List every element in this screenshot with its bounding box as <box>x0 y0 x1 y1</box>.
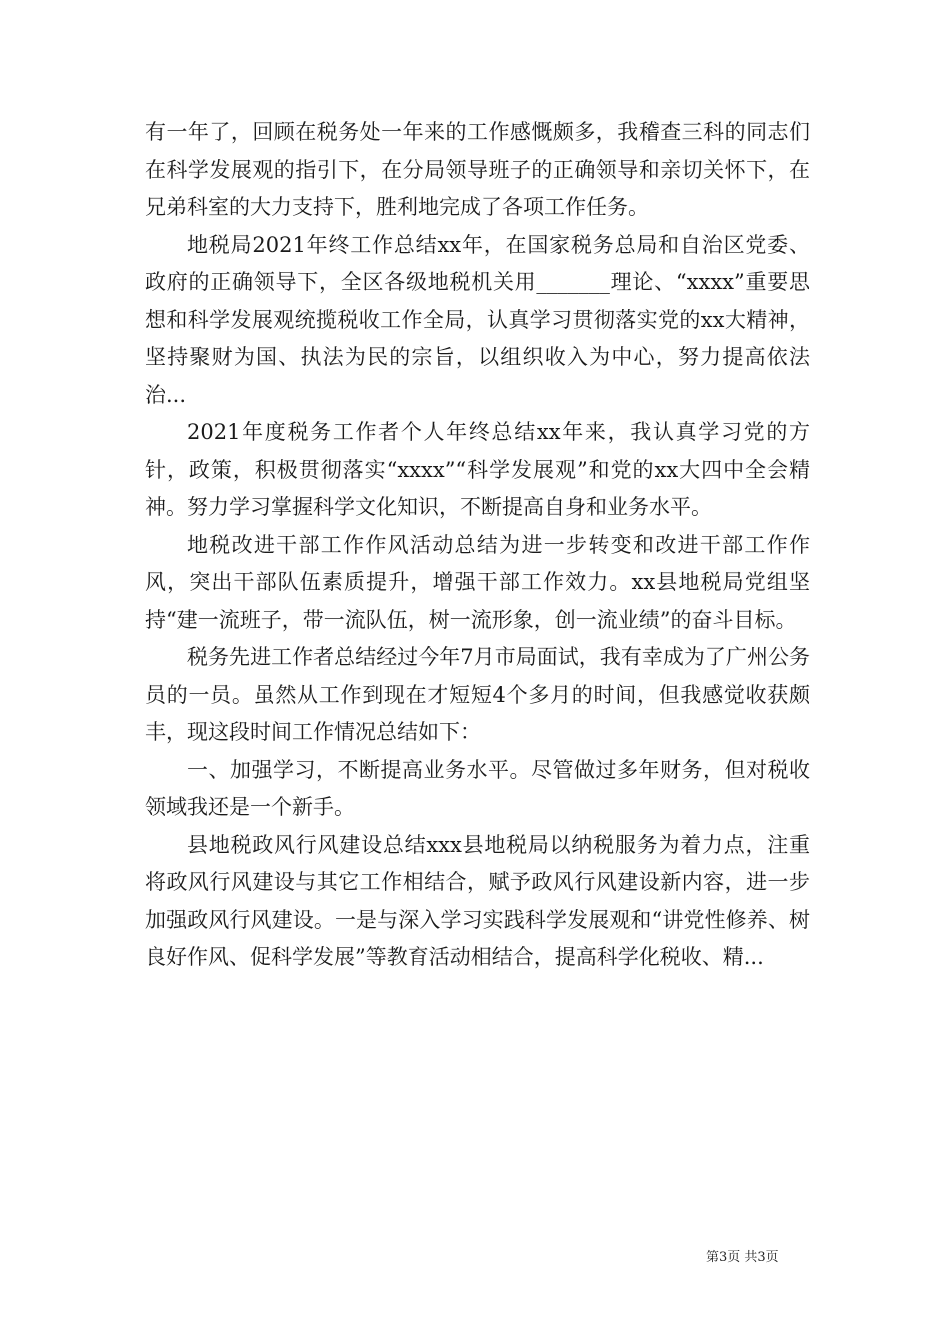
paragraph-style-building: 县地税政风行风建设总结xxx县地税局以纳税服务为着力点，注重将政风行风建设与其它工作相结合，赋予政风行风建设新内容，进一步加强政风行风建设。一是与深入学习实践科学发展观和“讲党性修养、树良好作风、促科学发展”等教育活动相结合，提高科学化税收、精... <box>145 832 810 969</box>
paragraph-continuation: 有一年了，回顾在税务处一年来的工作感慨颇多，我稽查三科的同志们在科学发展观的指引下，在分局领导班子的正确领导和亲切关怀下，在兄弟科室的大力支持下，胜利地完成了各项工作任务。 <box>145 120 810 219</box>
paragraph-personal-summary: 2021年度税务工作者个人年终总结xx年来，我认真学习党的方针，政策，积极贯彻落实“xxxx”“科学发展观”和党的xx大四中全会精神。努力学习掌握科学文化知识，不断提高自身和业务水平。 <box>145 420 810 519</box>
document-body <box>145 114 810 977</box>
paragraph-year-end-summary: 地税局2021年终工作总结xx年，在国家税务总局和自治区党委、政府的正确领导下，全区各级地税机关用_______理论、“xxxx”重要思想和科学发展观统揽税收工作全局，认真学习贯彻落实党的xx大精神，坚持聚财为国、执法为民的宗旨，以组织收入为中心，努力提高依法治... <box>145 232 810 407</box>
paragraph-study: 一、加强学习，不断提高业务水平。尽管做过多年财务，但对税收领域我还是一个新手。 <box>145 757 810 819</box>
page-number: 第3页 共3页 <box>706 1250 779 1265</box>
paragraph-advanced-worker: 税务先进工作者总结经过今年7月市局面试，我有幸成为了广州公务员的一员。虽然从工作到现在才短短4个多月的时间，但我感觉收获颇丰，现这段时间工作情况总结如下： <box>145 645 810 744</box>
paragraph-work-style: 地税改进干部工作作风活动总结为进一步转变和改进干部工作作风，突出干部队伍素质提升，增强干部工作效力。xx县地税局党组坚持“建一流班子，带一流队伍，树一流形象，创一流业绩”的奋斗目标。 <box>145 532 810 632</box>
